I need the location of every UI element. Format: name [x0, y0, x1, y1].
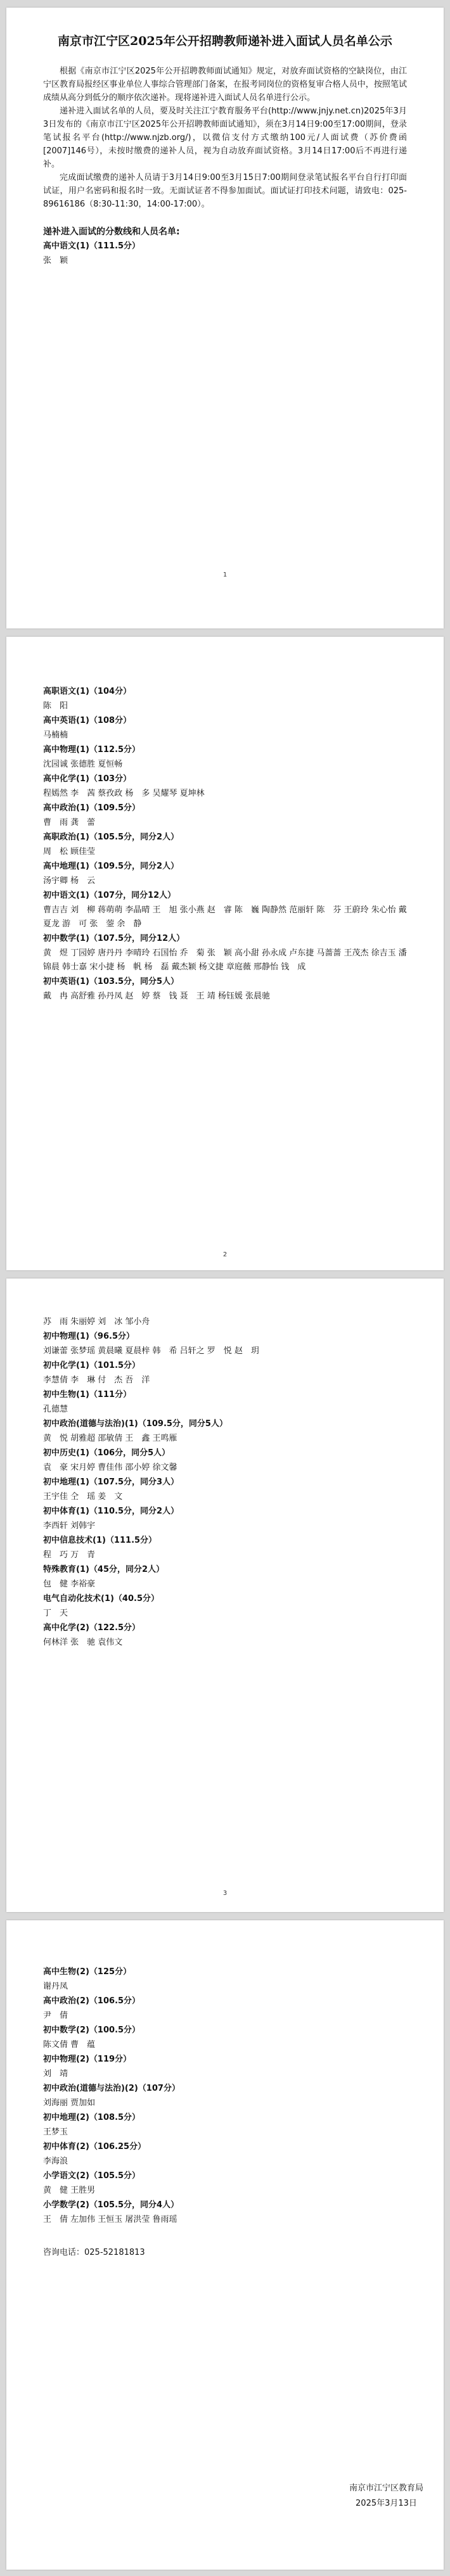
page-4-content: [43, 1965, 407, 2260]
candidate-group: [43, 2110, 407, 2139]
candidate-names: 刘 靖: [43, 2069, 68, 2079]
page-1-content: [43, 32, 407, 268]
position-category: 初中化学(1)（101.5分）: [43, 1361, 141, 1370]
candidate-names: 戴 冉 高舒雅 孙丹凤 赵 婷 蔡 钱 聂 王 靖 杨钰媛 张晨驰: [43, 992, 271, 1001]
candidate-group: [43, 1994, 407, 2023]
candidate-groups-page-1: [43, 239, 407, 268]
candidate-names: 程嫣然 李 茜 蔡孜政 杨 多 吴耀琴 夏坤林: [43, 789, 205, 798]
position-category: 特殊教育(1)（45分，同分2人）: [43, 1565, 165, 1574]
position-category: 高中英语(1)（108分）: [43, 716, 132, 725]
candidate-group: [43, 974, 407, 1004]
position-category: 初中体育(1)（110.5分，同分2人）: [43, 1507, 179, 1516]
candidate-group: [43, 2023, 407, 2052]
candidate-names: 程 巧 万 青: [43, 1550, 96, 1560]
document-title: 南京市江宁区2025年公开招聘教师递补进入面试人员名单公示: [58, 34, 392, 48]
candidate-names: 李海浪: [43, 2157, 68, 2166]
position-category: 高职政治(1)（105.5分，同分2人）: [43, 832, 179, 842]
candidate-names: 王宇佳 仝 瑶 姜 文: [43, 1492, 123, 1502]
position-category: 初中体育(2)（106.25分）: [43, 2142, 146, 2152]
position-category: 高中生物(2)（125分）: [43, 1967, 132, 1977]
position-category: 高中政治(1)（109.5分）: [43, 803, 141, 813]
candidate-names: 黄 悦 胡雅超 邵敏倩 王 鑫 王鸣雁: [43, 1434, 177, 1443]
candidate-names: 陈 阳: [43, 701, 68, 711]
position-category: 初中数学(1)（107.5分，同分12人）: [43, 934, 185, 943]
list-heading: 递补进入面试的分数线和人员名单:: [43, 227, 180, 237]
candidate-group: [43, 1315, 407, 1329]
position-category: 高职语文(1)（104分）: [43, 687, 132, 696]
candidate-group: [43, 1329, 407, 1358]
page-number: 3: [222, 1890, 228, 1897]
candidate-names: 曹 雨 龚 蕾: [43, 818, 96, 827]
candidate-names: 黄 煜 丁园婷 唐丹丹 李晴玲 石国怡 乔 菊 张 颖 高小甜 孙永成 卢东捷 马蔷蔷 王茂杰 徐吉玉 潘锦晨 韩士嘉 宋小捷 杨 帆 杨 磊 戴杰颖 杨文捷 章庭薇 邢静怡 钱 成: [43, 948, 407, 972]
candidate-group: [43, 2052, 407, 2081]
candidate-group: [43, 239, 407, 268]
position-category: 初中生物(1)（111分）: [43, 1390, 132, 1400]
candidate-group: [43, 888, 407, 931]
candidate-group: [43, 1965, 407, 1994]
candidate-group: [43, 859, 407, 888]
candidate-names: 刘海丽 贾加如: [43, 2098, 96, 2108]
notice-paragraph-2: 递补进入面试名单的人员，要及时关注江宁教育服务平台(http://www.jnjy.net.cn)2025年3月3日发布的《南京市江宁区2025年公开招聘教师面试通知》，须在3月14日9:00至17:00期间，登录笔试报名平台(http://www.njzb.org/)，以微信支付方式缴纳100元/人面试费（苏价费函[2007]146号），未按时缴费的递补人员，视为自动放弃面试资格。3月14日17:00后不再进行递补。: [43, 106, 407, 169]
position-category: 高中物理(1)（112.5分）: [43, 745, 141, 755]
candidate-groups-page-3: [43, 1315, 407, 1650]
candidate-group: [43, 2139, 407, 2169]
document-page-2: [6, 637, 444, 1270]
candidate-group: [43, 772, 407, 801]
candidate-group: [43, 743, 407, 772]
candidate-group: [43, 801, 407, 830]
position-category: 初中政治(道德与法治)(2)（107分）: [43, 2084, 180, 2093]
candidate-names: 马楠楠: [43, 730, 68, 740]
candidate-group: [43, 1591, 407, 1621]
document-page-3: [6, 1278, 444, 1912]
signature-block: [349, 2481, 423, 2511]
candidate-group: [43, 1358, 407, 1387]
candidate-group: [43, 1562, 407, 1591]
position-category: 初中历史(1)（106分，同分5人）: [43, 1448, 170, 1458]
position-category: 初中地理(2)（108.5分）: [43, 2113, 141, 2122]
candidate-group: [43, 1504, 407, 1533]
candidate-group: [43, 2081, 407, 2110]
position-category: 初中英语(1)（103.5分，同分5人）: [43, 977, 179, 986]
page-3-content: [43, 1315, 407, 1650]
position-category: 小学语文(2)（105.5分）: [43, 2171, 141, 2181]
candidate-groups-page-2: [43, 684, 407, 1004]
candidate-names: 尹 倩: [43, 2011, 68, 2020]
candidate-names: 丁 天: [43, 1609, 68, 1618]
position-category: 初中物理(2)（119分）: [43, 2055, 132, 2064]
document-page-4: [6, 1920, 444, 2570]
candidate-names: 苏 雨 朱丽婷 刘 冰 邹小舟: [43, 1317, 150, 1327]
candidate-group: [43, 1417, 407, 1446]
position-category: 初中信息技术(1)（111.5分）: [43, 1536, 157, 1545]
position-category: 初中数学(2)（100.5分）: [43, 2025, 141, 2035]
candidate-group: [43, 931, 407, 974]
candidate-group: [43, 684, 407, 713]
candidate-groups-page-4: [43, 1965, 407, 2227]
page-2-content: [43, 684, 407, 1004]
position-category: 高中地理(1)（109.5分，同分2人）: [43, 862, 179, 871]
page-number: 1: [222, 571, 228, 578]
candidate-names: 黄 健 王胜男: [43, 2186, 96, 2195]
candidate-names: 周 松 顾佳莹: [43, 847, 96, 857]
candidate-names: 谢丹凤: [43, 1982, 68, 1991]
position-category: 初中政治(道德与法治)(1)（109.5分，同分5人）: [43, 1419, 228, 1429]
candidate-names: 张 颖: [43, 256, 68, 265]
position-category: 电气自动化技术(1)（40.5分）: [43, 1594, 160, 1604]
candidate-names: 汤宇卿 杨 云: [43, 876, 96, 886]
candidate-names: 李慧倩 李 琳 付 杰 吾 洋: [43, 1375, 150, 1385]
candidate-names: 李西轩 刘韩宇: [43, 1521, 96, 1531]
position-category: 高中化学(2)（122.5分）: [43, 1623, 141, 1633]
position-category: 初中物理(1)（96.5分）: [43, 1332, 135, 1341]
candidate-names: 孔德慧: [43, 1405, 68, 1414]
candidate-group: [43, 830, 407, 859]
candidate-group: [43, 713, 407, 743]
candidate-names: 何林洋 张 驰 袁伟文: [43, 1638, 123, 1647]
signature-date: 2025年3月13日: [356, 2499, 417, 2508]
position-category: 高中化学(1)（103分）: [43, 774, 132, 784]
candidate-names: 袁 豪 宋月婷 曹佳伟 邵小婷 徐文馨: [43, 1463, 177, 1472]
document-page-1: [6, 8, 444, 628]
candidate-names: 沈园诚 张德胜 夏恒畅: [43, 760, 123, 769]
candidate-names: 曹吉吉 刘 柳 蒋萌萌 李晶晴 王 旭 张小燕 赵 睿 陈 巍 陶静然 范丽轩 陈 芬 王蔚玲 朱心怡 戴夏龙 游 可 张 蓥 余 静: [43, 905, 407, 929]
position-category: 高中语文(1)（111.5分）: [43, 241, 141, 251]
candidate-names: 刘谦蕾 张梦瑶 黄晨曦 夏晨梓 韩 希 吕轩之 罗 悦 赵 玥: [43, 1346, 259, 1356]
candidate-names: 包 健 李裕豪: [43, 1579, 96, 1589]
candidate-group: [43, 2198, 407, 2227]
candidate-group: [43, 1533, 407, 1562]
candidate-group: [43, 1475, 407, 1504]
position-category: 小学数学(2)（105.5分，同分4人）: [43, 2200, 179, 2210]
page-number: 2: [222, 1251, 228, 1258]
position-category: 初中语文(1)（107分，同分12人）: [43, 891, 176, 900]
position-category: 高中政治(2)（106.5分）: [43, 1996, 141, 2006]
candidate-names: 陈文倩 曹 蕴: [43, 2040, 96, 2050]
contact-phone: 咨询电话：025-52181813: [43, 2248, 145, 2257]
position-category: 初中地理(1)（107.5分，同分3人）: [43, 1477, 179, 1487]
candidate-group: [43, 1387, 407, 1417]
notice-paragraph-3: 完成面试缴费的递补人员请于3月14日9:00至3月15日7:00期间登录笔试报名平台自行打印面试证，用户名密码和报名时一致。无面试证者不得参加面试。面试证打印技术问题，请致电：025-89616186（8:30-11:30，14:00-17:00）。: [43, 173, 407, 209]
candidate-group: [43, 2169, 407, 2198]
candidate-group: [43, 1621, 407, 1650]
signature-org: 南京市江宁区教育局: [349, 2484, 423, 2493]
notice-paragraph-1: 根据《南京市江宁区2025年公开招聘教师面试通知》规定，对放弃面试资格的空缺岗位，由江宁区教育局报经区事业单位人事综合管理部门备案，在报考同岗位的资格复审合格人员中，按照笔试成绩从高分到低分的顺序依次递补。现将递补进入面试人员名单进行公示。: [43, 67, 407, 103]
candidate-names: 王 倩 左加伟 王恒玉 屠洪莹 鲁雨瑶: [43, 2215, 177, 2224]
candidate-names: 王梦玉: [43, 2127, 68, 2137]
candidate-group: [43, 1446, 407, 1475]
